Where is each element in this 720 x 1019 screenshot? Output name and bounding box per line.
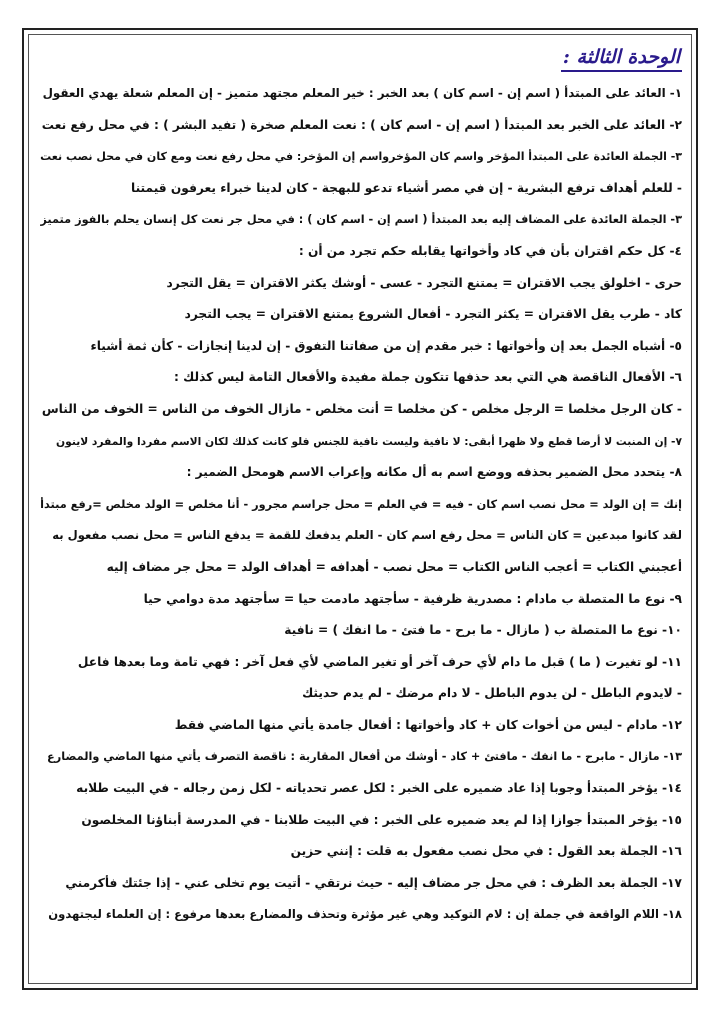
rule-line: ١- العائد على المبتدأ ( اسم إن - اسم كان ) بعد الخبر : خير المعلم مجتهد متميز - إن المعلم شعلة يهدي العقول: [42, 86, 682, 100]
rule-line: ٣- الجملة العائدة على المضاف إليه بعد المبتدأ ( اسم إن - اسم كان ) : في محل جر نعت كل إنسان يحلم بالفوز متميز: [40, 213, 682, 227]
rule-line: ٦- الأفعال الناقصة هي التي بعد حذفها تتكون جملة مفيدة والأفعال التامة ليس كذلك :: [174, 370, 682, 385]
example-line: حرى - اخلولق يجب الاقتران = يمتنع التجرد - عسى - أوشك يكثر الاقتران = يقل التجرد: [166, 275, 682, 290]
rule-line: ١٣- مازال - مابرح - ما انفك - مافتئ + كاد - أوشك من أفعال المقاربة : ناقصة التصرف يأتي منها الماضي والمضارع: [47, 750, 682, 764]
rule-line: ٤- كل حكم اقتران بأن في كاد وأخواتها يقابله حكم تجرد من أن :: [298, 243, 682, 258]
rule-line: ٢- العائد على الخبر بعد المبتدأ ( اسم إن - اسم كان ) : نعت المعلم صخرة ( تفيد البشر ) : في محل رفع نعت: [41, 117, 682, 132]
example-line: كاد - طرب يقل الاقتران = يكثر التجرد - أفعال الشروع يمتنع الاقتران = يجب التجرد: [184, 307, 682, 322]
rule-line: ١٦- الجملة بعد القول : في محل نصب مفعول به قلت : إنني حزين: [290, 844, 682, 859]
example-line: إنك = إن الولد = محل نصب اسم كان - فيه = في العلم = محل جراسم مجرور - أنا مخلص = الولد مخلص =رفع مبتدأ: [40, 497, 682, 511]
example-line: أعجبني الكتاب = أعجب الناس الكتاب = محل نصب - أهدافه = أهداف الولد = محل جر مضاف إليه: [106, 559, 682, 574]
rule-line: ٧- إن المنبت لا أرضا قطع ولا ظهرا أبقى: لا نافية وليست نافية للجنس فلو كانت كذلك لكان الاسم مفردا والمفرد لاينون: [56, 434, 682, 448]
rule-line: ٨- يتحدد محل الضمير بحذفه ووضع اسم به أل مكانه وإعراب الاسم هومحل الضمير :: [186, 465, 682, 480]
rule-line: ٥- أشباه الجمل بعد إن وأخواتها : خبر مقدم إن من صفاتنا التفوق - إن لدينا إنجازات - كأن ثمة أشياء: [90, 338, 682, 353]
example-line: لقد كانوا مبدعين = كان الناس = محل رفع اسم كان - العلم يدفعك للقمة = يدفع الناس = محل نصب مفعول به: [52, 528, 682, 543]
rule-line: ١٤- يؤخر المبتدأ وجوبا إذا عاد ضميره على الخبر : لكل عصر تحدياته - لكل زمن رجاله - في البيت طلابه: [76, 781, 682, 796]
rule-line: ٩- نوع ما المتصلة ب مادام : مصدرية ظرفية - سأجتهد مادمت حيا = سأجتهد مدة دوامي حيا: [143, 591, 682, 606]
rule-line: ١٢- مادام - ليس من أخوات كان + كاد وأخواتها : أفعال جامدة يأتي منها الماضي فقط: [174, 717, 682, 732]
rule-line: ٣- الجملة العائدة على المبتدأ المؤخر واسم كان المؤخرواسم إن المؤخر: في محل رفع نعت ومع كان في محل نصب نعت: [40, 150, 682, 164]
unit-title: الوحدة الثالثة :: [561, 46, 682, 72]
rule-line: ١٥- يؤخر المبتدأ جوازا إذا لم يعد ضميره على الخبر : في البيت طلابنا - في المدرسة أبناؤنا المخلصون: [81, 812, 682, 827]
rule-line: ١٧- الجملة بعد الظرف : في محل جر مضاف إليه - حيث نرتقي - أتيت يوم تخلى عني - إذا جئتك فأكرمني: [65, 875, 682, 890]
example-line: - للعلم أهداف ترفع البشرية - إن في مصر أشياء تدعو للبهجة - كان لدينا خبراء يعرفون قيمتنا: [131, 180, 682, 195]
document-body: [40, 42, 682, 931]
rule-line: ١٠- نوع ما المتصلة ب ( مازال - ما برح - ما فتئ - ما انفك ) = نافية: [284, 623, 682, 638]
example-line: - كان الرجل مخلصا = الرجل مخلص - كن مخلصا = أنت مخلص - مازال الخوف من الناس = الخوف من الناس: [41, 401, 682, 416]
rule-line: ١١- لو تغيرت ( ما ) قبل ما دام لأي حرف آخر أو تغير الماضي لأي فعل آخر : فهي تامة وما بعدها فاعل: [77, 654, 682, 669]
rule-line: ١٨- اللام الواقعة في جملة إن : لام التوكيد وهي غير مؤثرة وتحذف والمضارع بعدها مرفوع : إن العلماء ليجتهدون: [48, 907, 682, 922]
example-line: - لايدوم الباطل - لن يدوم الباطل - لا دام مرضك - لم يدم حديثك: [302, 686, 682, 701]
rules-list: [40, 78, 682, 931]
